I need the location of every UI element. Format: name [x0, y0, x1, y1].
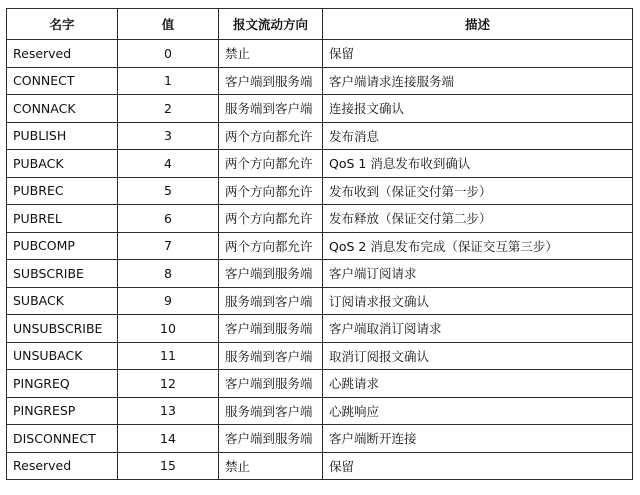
cell-value: 2	[118, 95, 219, 123]
cell-name: UNSUBSCRIBE	[7, 315, 118, 343]
cell-direction: 两个方向都允许	[219, 232, 323, 260]
table-row	[7, 287, 633, 315]
cell-direction: 两个方向都允许	[219, 177, 323, 205]
cell-direction: 服务端到客户端	[219, 95, 323, 123]
cell-value: 7	[118, 232, 219, 260]
cell-name: SUBSCRIBE	[7, 260, 118, 288]
cell-name: PUBREL	[7, 205, 118, 233]
cell-name: Reserved	[7, 40, 118, 68]
cell-value: 3	[118, 122, 219, 150]
cell-value: 9	[118, 287, 219, 315]
table-row	[7, 177, 633, 205]
cell-value: 10	[118, 315, 219, 343]
table-row	[7, 122, 633, 150]
cell-name: PUBACK	[7, 150, 118, 178]
cell-name: CONNACK	[7, 95, 118, 123]
cell-description: 发布消息	[323, 122, 633, 150]
mqtt-packet-type-table	[6, 8, 633, 480]
cell-description: 发布收到（保证交付第一步）	[323, 177, 633, 205]
table-row	[7, 150, 633, 178]
cell-direction: 客户端到服务端	[219, 370, 323, 398]
cell-description: 连接报文确认	[323, 95, 633, 123]
table-row	[7, 425, 633, 453]
cell-value: 12	[118, 370, 219, 398]
cell-direction: 服务端到客户端	[219, 287, 323, 315]
cell-description: QoS 1 消息发布收到确认	[323, 150, 633, 178]
cell-direction: 禁止	[219, 452, 323, 480]
cell-description: 订阅请求报文确认	[323, 287, 633, 315]
cell-direction: 客户端到服务端	[219, 425, 323, 453]
cell-name: PUBCOMP	[7, 232, 118, 260]
cell-name: Reserved	[7, 452, 118, 480]
cell-description: 取消订阅报文确认	[323, 342, 633, 370]
cell-name: SUBACK	[7, 287, 118, 315]
cell-description: 心跳请求	[323, 370, 633, 398]
table-row	[7, 67, 633, 95]
cell-description: 客户端断开连接	[323, 425, 633, 453]
cell-description: 客户端取消订阅请求	[323, 315, 633, 343]
cell-name: CONNECT	[7, 67, 118, 95]
table-row	[7, 205, 633, 233]
header-value: 值	[118, 9, 219, 40]
cell-value: 0	[118, 40, 219, 68]
cell-direction: 两个方向都允许	[219, 205, 323, 233]
cell-description: 发布释放（保证交付第二步）	[323, 205, 633, 233]
table-row	[7, 452, 633, 480]
header-description: 描述	[323, 9, 633, 40]
cell-value: 4	[118, 150, 219, 178]
cell-description: 心跳响应	[323, 397, 633, 425]
cell-name: DISCONNECT	[7, 425, 118, 453]
table-body	[7, 40, 633, 480]
cell-value: 1	[118, 67, 219, 95]
table-header	[7, 9, 633, 40]
header-direction: 报文流动方向	[219, 9, 323, 40]
cell-value: 15	[118, 452, 219, 480]
cell-name: UNSUBACK	[7, 342, 118, 370]
cell-description: 保留	[323, 40, 633, 68]
table-row	[7, 370, 633, 398]
cell-direction: 禁止	[219, 40, 323, 68]
header-row	[7, 9, 633, 40]
cell-direction: 两个方向都允许	[219, 122, 323, 150]
cell-direction: 服务端到客户端	[219, 342, 323, 370]
cell-name: PINGREQ	[7, 370, 118, 398]
cell-value: 11	[118, 342, 219, 370]
cell-value: 13	[118, 397, 219, 425]
table-row	[7, 95, 633, 123]
table-row	[7, 315, 633, 343]
table-row	[7, 342, 633, 370]
cell-direction: 两个方向都允许	[219, 150, 323, 178]
cell-name: PINGRESP	[7, 397, 118, 425]
cell-name: PUBREC	[7, 177, 118, 205]
cell-direction: 客户端到服务端	[219, 260, 323, 288]
table-row	[7, 40, 633, 68]
header-name: 名字	[7, 9, 118, 40]
table-row	[7, 232, 633, 260]
cell-direction: 客户端到服务端	[219, 67, 323, 95]
cell-value: 6	[118, 205, 219, 233]
cell-description: QoS 2 消息发布完成（保证交互第三步）	[323, 232, 633, 260]
cell-description: 客户端订阅请求	[323, 260, 633, 288]
cell-name: PUBLISH	[7, 122, 118, 150]
cell-description: 保留	[323, 452, 633, 480]
cell-value: 14	[118, 425, 219, 453]
cell-description: 客户端请求连接服务端	[323, 67, 633, 95]
table-row	[7, 260, 633, 288]
cell-direction: 客户端到服务端	[219, 315, 323, 343]
cell-value: 5	[118, 177, 219, 205]
cell-direction: 服务端到客户端	[219, 397, 323, 425]
cell-value: 8	[118, 260, 219, 288]
table-row	[7, 397, 633, 425]
